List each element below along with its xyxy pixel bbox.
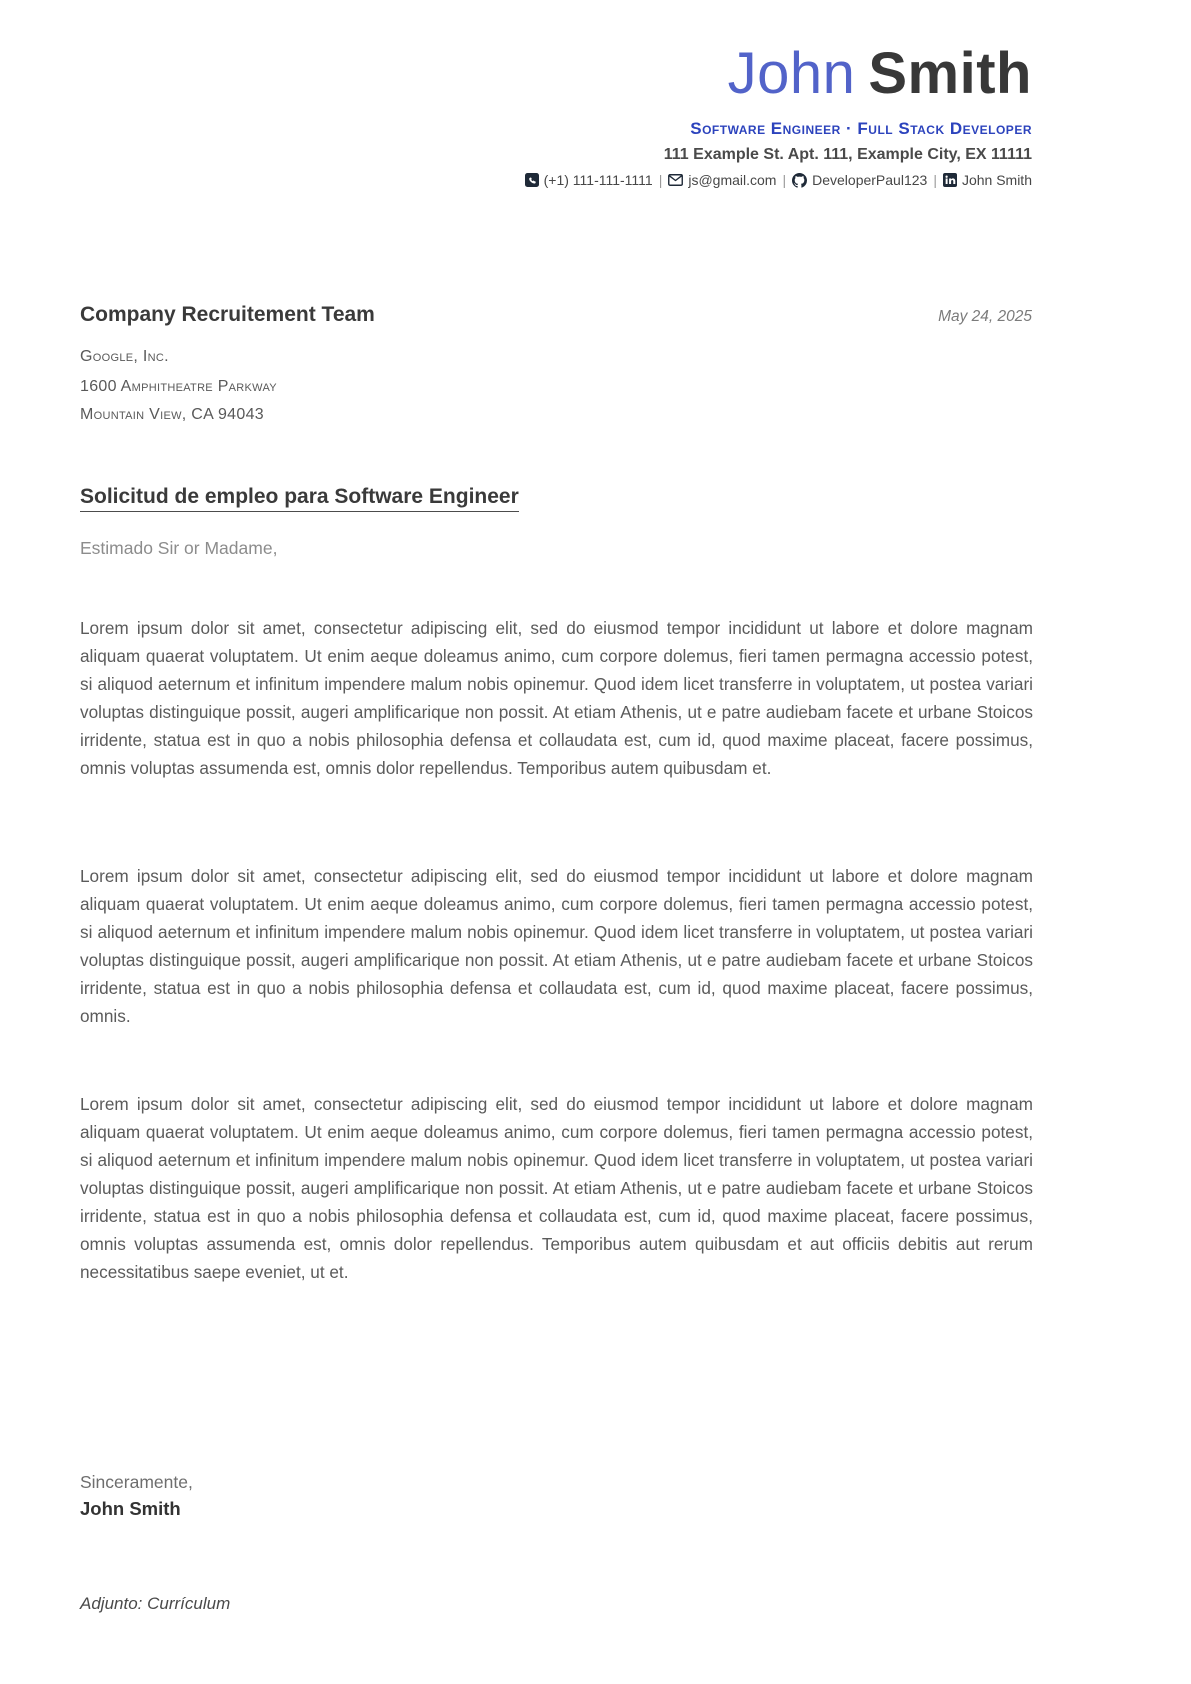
envelope-icon bbox=[668, 174, 683, 186]
closing-word: Sinceramente, bbox=[80, 1472, 193, 1492]
body-paragraph-2: Lorem ipsum dolor sit amet, consectetur adipiscing elit, sed do eiusmod tempor incididunt ut labore et dolore magnam aliquam quaerat voluptatem. Ut enim aeque doleamus animo, cum corpore dolemus, fieri tamen permagna accessio potest, si aliquod aeternum et infinitum impendere malum nobis opinemur. Quod idem licet transferre in voluptatem, ut postea variari voluptas distinguique possit, augeri amplificarique non possit. At etiam Athenis, ut e patre audiebam facete et urbane Stoicos irridente, statua est in quo a nobis philosophia defensa et collaudata est, cum id, quod maxime placeat, facere possimus, omnis. bbox=[80, 866, 1033, 1026]
recipient-title: Company Recruitement Team bbox=[80, 303, 375, 326]
body-paragraph-1: Lorem ipsum dolor sit amet, consectetur adipiscing elit, sed do eiusmod tempor incididunt ut labore et dolore magnam aliquam quaerat voluptatem. Ut enim aeque doleamus animo, cum corpore dolemus, fieri tamen permagna accessio potest, si aliquod aeternum et infinitum impendere malum nobis opinemur. Quod idem licet transferre in voluptatem, ut postea variari voluptas distinguique possit, augeri amplificarique non possit. At etiam Athenis, ut e patre audiebam facete et urbane Stoicos irridente, statua est in quo a nobis philosophia defensa et collaudata est, cum id, quod maxime placeat, facere possimus, omnis voluptas assumenda est, omnis dolor repellendus. Temporibus autem quibusdam et. bbox=[80, 618, 1033, 778]
recipient-address-line-1: 1600 Amphitheatre Parkway bbox=[80, 378, 277, 395]
linkedin-icon bbox=[943, 173, 957, 187]
contact-linkedin-text: John Smith bbox=[961, 172, 1032, 188]
letter-header bbox=[80, 41, 1032, 188]
body-paragraph-3: Lorem ipsum dolor sit amet, consectetur adipiscing elit, sed do eiusmod tempor incididunt ut labore et dolore magnam aliquam quaerat voluptatem. Ut enim aeque doleamus animo, cum corpore dolemus, fieri tamen permagna accessio potest, si aliquod aeternum et infinitum impendere malum nobis opinemur. Quod idem licet transferre in voluptatem, ut postea variari voluptas distinguique possit, augeri amplificarique non possit. At etiam Athenis, ut e patre audiebam facete et urbane Stoicos irridente, statua est in quo a nobis philosophia defensa et collaudata est, cum id, quod maxime placeat, facere possimus, omnis voluptas assumenda est, omnis dolor repellendus. Temporibus autem quibusdam et aut officiis debitis aut rerum necessitatibus saepe eveniet, ut et. bbox=[80, 1094, 1033, 1282]
author-first-name: John bbox=[727, 41, 856, 106]
contact-linkedin[interactable] bbox=[943, 172, 1032, 188]
phone-square-icon bbox=[525, 173, 539, 187]
contact-separator: | bbox=[933, 172, 937, 188]
author-position: Software Engineer · Full Stack Developer bbox=[690, 119, 1032, 138]
contact-separator: | bbox=[658, 172, 663, 188]
github-icon bbox=[792, 173, 807, 188]
contact-phone-text: (+1) 111-111-1111 bbox=[543, 172, 653, 188]
enclosure-line: Adjunto: Currículum bbox=[80, 1594, 231, 1613]
letter-date: May 24, 2025 bbox=[938, 308, 1032, 325]
letter-subject-text: Solicitud de empleo para Software Engineer bbox=[80, 485, 519, 512]
closing-block bbox=[80, 1472, 193, 1520]
contact-github[interactable] bbox=[792, 172, 927, 188]
author-last-name: Smith bbox=[868, 41, 1032, 106]
contact-separator: | bbox=[782, 172, 787, 188]
letter-subject bbox=[80, 484, 519, 510]
contact-email[interactable] bbox=[668, 172, 776, 188]
signature-name: John Smith bbox=[80, 1498, 181, 1519]
contact-email-text: js@gmail.com bbox=[688, 172, 777, 188]
author-address: 111 Example St. Apt. 111, Example City, EX 11111 bbox=[663, 146, 1032, 163]
recipient-row bbox=[80, 302, 1032, 328]
recipient-address-line-2: Mountain View, CA 94043 bbox=[80, 406, 264, 423]
contact-row bbox=[80, 172, 1032, 188]
recipient-company: Google, Inc. bbox=[80, 348, 169, 365]
contact-phone[interactable] bbox=[525, 172, 653, 188]
author-name bbox=[80, 41, 1032, 106]
salutation: Estimado Sir or Madame, bbox=[80, 538, 278, 558]
contact-github-text: DeveloperPaul123 bbox=[812, 172, 928, 188]
